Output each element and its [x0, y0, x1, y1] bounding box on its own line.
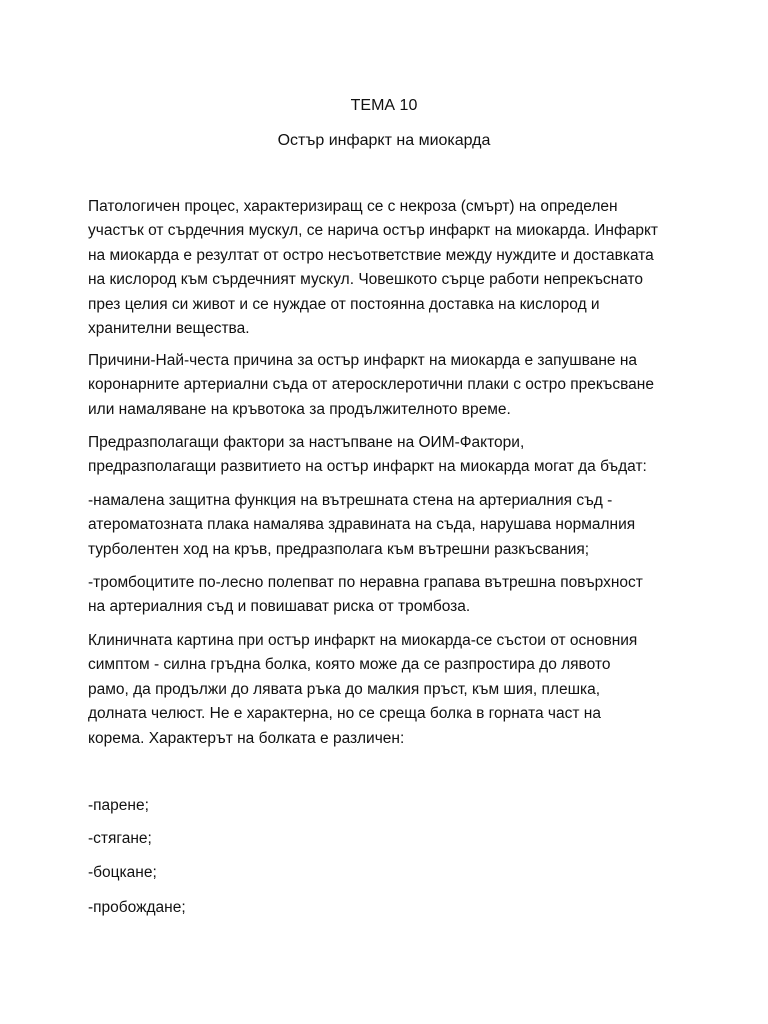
text-line: коронарните артериални съда от атеросклеротични плаки с остро прекъсване: [88, 376, 654, 394]
text-line: хранителни вещества.: [88, 320, 250, 338]
text-line: симптом - силна гръдна болка, която може да се разпростира до лявото: [88, 656, 611, 674]
text-line: Патологичен процес, характеризиращ се с некроза (смърт) на определен: [88, 198, 618, 215]
paragraph-risk-platelets: [88, 571, 688, 620]
text-line: рамо, да продължи до лявата ръка до малкия пръст, към шия, плешка,: [88, 680, 601, 698]
text-line: -стягане;: [88, 830, 152, 847]
text-line: Клиничната картина при остър инфаркт на миокарда-се състои от основния: [88, 632, 638, 649]
paragraph-clinical-picture: [88, 629, 688, 751]
list-item-burning: [88, 794, 688, 818]
paragraph-risk-wall: [88, 489, 688, 562]
text-line: предразполагащи развитието на остър инфаркт на миокарда могат да бъдат:: [88, 458, 647, 476]
text-line: долната челюст. Не е характерна, но се среща болка в горната част на: [88, 705, 601, 723]
text-line: турболентен ход на кръв, предразполага към вътрешни разкъсвания;: [88, 540, 590, 558]
text-line: на миокарда е резултат от остро несъответствие между нуждите и доставката: [88, 246, 654, 264]
paragraph-definition: [88, 195, 688, 341]
text-line: -боцкане;: [88, 864, 157, 881]
text-line: -парене;: [88, 797, 149, 814]
list-item-prickling: [88, 861, 688, 885]
paragraph-causes: [88, 349, 688, 422]
text-line: -намалена защитна функция на вътрешната стена на артериалния съд -: [88, 492, 613, 509]
text-line: Причини-Най-честа причина за остър инфаркт на миокарда е запушване на: [88, 352, 638, 369]
text-line: атероматозната плака намалява здравината на съда, нарушава нормалния: [88, 516, 636, 534]
list-item-tightening: [88, 827, 688, 851]
text-line: участък от сърдечния мускул, се нарича остър инфаркт на миокарда. Инфаркт: [88, 222, 659, 240]
list-item-stabbing: [88, 896, 688, 920]
text-line: или намаляване на кръвотока за продължителното време.: [88, 400, 511, 418]
text-line: на артериалния съд и повишават риска от тромбоза.: [88, 598, 471, 616]
text-line: -пробождане;: [88, 899, 186, 916]
text-line: Предразполагащи фактори за настъпване на ОИМ-Фактори,: [88, 434, 525, 451]
text-line: -тромбоцитите по-лесно полепват по неравна грапава вътрешна повърхност: [88, 574, 643, 591]
document-title: ТЕМА 10: [350, 97, 418, 114]
text-line: корема. Характерът на болката е различен:: [88, 729, 405, 747]
document-subtitle: Остър инфаркт на миокарда: [277, 132, 491, 149]
text-line: на кислород към сърдечният мускул. Човешкото сърце работи непрекъснато: [88, 271, 644, 289]
text-line: през целия си живот и се нуждае от постоянна доставка на кислород и: [88, 295, 600, 313]
paragraph-risk-factors: [88, 431, 688, 480]
